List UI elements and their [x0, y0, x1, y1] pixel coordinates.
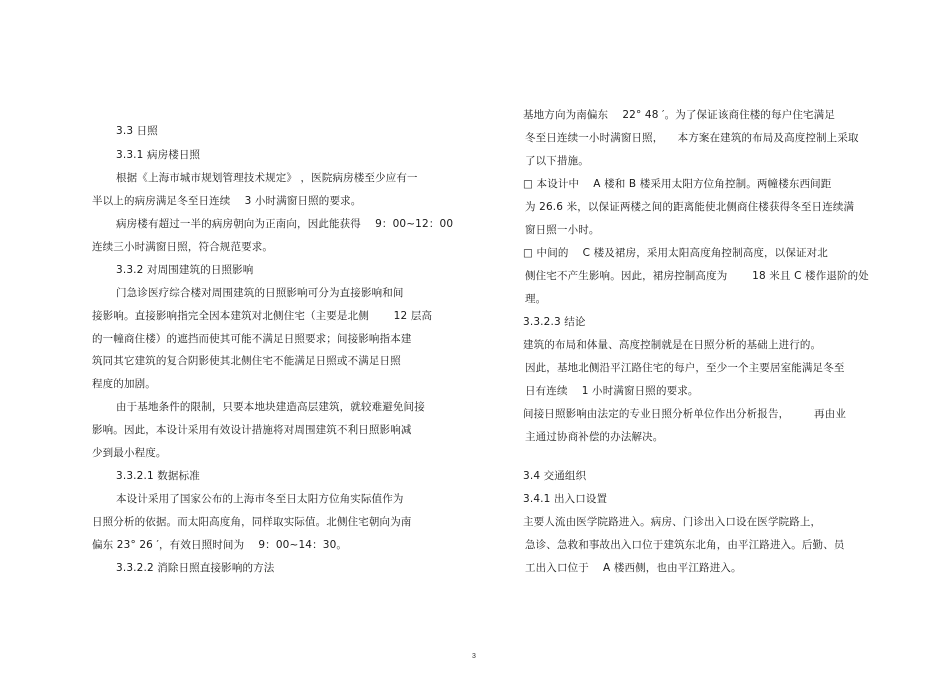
- text-line: 半以上的病房满足冬至日连续 3 小时满窗日照的要求。: [92, 195, 362, 207]
- text-line: 偏东 23° 26 ′，有效日照时间为 9：00~14：30。: [92, 539, 348, 551]
- text-line: 接影响。直接影响指完全因本建筑对北侧住宅（主要是北侧 12 层高: [92, 310, 433, 322]
- page-number: 3: [472, 653, 476, 660]
- text-line: 连续三小时满窗日照，符合规范要求。: [92, 241, 274, 253]
- text-line: 3.3 日照: [116, 125, 158, 137]
- text-line: 建筑的布局和体量、高度控制就是在日照分析的基础上进行的。: [523, 339, 822, 351]
- text-line: □ 本设计中 A 楼和 B 楼采用太阳方位角控制。两幢楼东西间距: [523, 178, 832, 190]
- text-line: 筑同其它建筑的复合阴影使其北侧住宅不能满足日照或不满足日照: [92, 355, 401, 367]
- text-line: 由于基地条件的限制，只要本地块建造高层建筑，就较难避免间接: [116, 401, 425, 413]
- text-line: 根据《上海市城市规划管理技术规定》 ，医院病房楼至少应有一: [116, 172, 418, 184]
- text-line: 程度的加剧。: [92, 378, 156, 390]
- text-line: 冬至日连续一小时满窗日照， 本方案在建筑的布局及高度控制上采取: [525, 132, 859, 144]
- text-line: 3.3.2.1 数据标准: [116, 470, 200, 482]
- text-line: 间接日照影响由法定的专业日照分析单位作出分析报告， 再由业: [523, 408, 846, 420]
- text-line: 为 26.6 米，以保证两楼之间的距离能使北侧商住楼获得冬至日连续满: [525, 201, 855, 213]
- text-line: 门急诊医疗综合楼对周围建筑的日照影响可分为直接影响和间: [116, 287, 404, 299]
- text-line: 日有连续 1 小时满窗日照的要求。: [525, 385, 699, 397]
- text-line: 基地方向为南偏东 22° 48 ′。为了保证该商住楼的每户住宅满足: [523, 109, 835, 121]
- text-line: 3.3.2 对周围建筑的日照影响: [116, 264, 254, 276]
- text-line: 病房楼有超过一半的病房朝向为正南向，因此能获得 9：00~12：00: [116, 218, 454, 230]
- text-line: 主要人流由医学院路进入。病房、门诊出入口设在医学院路上，: [523, 516, 822, 528]
- text-line: 3.4 交通组织: [523, 470, 587, 482]
- text-line: 影响。因此，本设计采用有效设计措施将对周围建筑不利日照影响减: [92, 424, 412, 436]
- text-line: 了以下措施。: [525, 155, 589, 167]
- text-line: 3.3.2.3 结论: [523, 316, 586, 328]
- text-line: 的一幢商住楼）的遮挡而使其可能不满足日照要求；间接影响指本建: [92, 333, 412, 345]
- text-line: 因此，基地北侧沿平江路住宅的每户，至少一个主要居室能满足冬至: [525, 362, 845, 374]
- text-line: 窗日照一小时。: [525, 224, 600, 236]
- text-line: 理。: [525, 293, 547, 305]
- text-line: 3.4.1 出入口设置: [523, 493, 608, 505]
- text-line: 本设计采用了国家公布的上海市冬至日太阳方位角实际值作为: [116, 493, 404, 505]
- text-line: 日照分析的依据。而太阳高度角，同样取实际值。北侧住宅朝向为南: [92, 516, 412, 528]
- text-line: □ 中间的 C 楼及裙房，采用太阳高度角控制高度，以保证对北: [523, 247, 828, 259]
- text-line: 3.3.2.2 消除日照直接影响的方法: [116, 562, 275, 574]
- text-line: 少到最小程度。: [92, 447, 167, 459]
- text-line: 侧住宅不产生影响。因此，裙房控制高度为 18 米且 C 楼作退阶的处: [525, 270, 869, 282]
- text-line: 主通过协商补偿的办法解决。: [525, 431, 664, 443]
- text-line: 3.3.1 病房楼日照: [116, 149, 201, 161]
- text-line: 急诊、急救和事故出入口位于建筑东北角，由平江路进入。后勤、员: [525, 539, 845, 551]
- text-line: 工出入口位于 A 楼西侧，也由平江路进入。: [525, 562, 742, 574]
